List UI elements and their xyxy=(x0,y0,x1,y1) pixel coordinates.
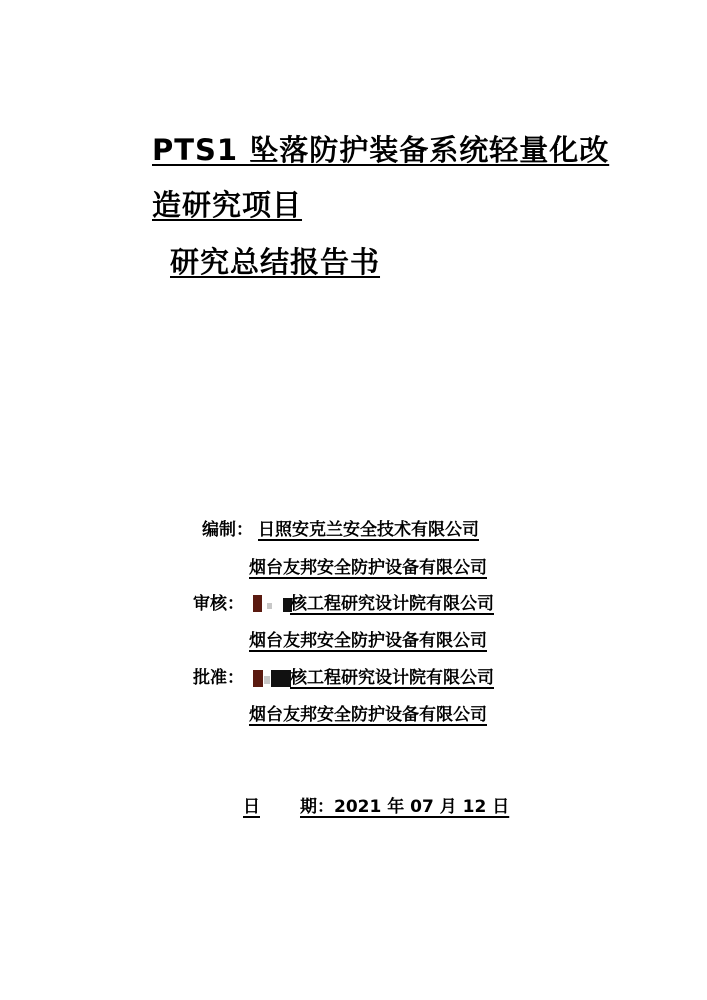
report-subtitle: 研究总结报告书 xyxy=(170,245,381,279)
review-org-1: 核工程研究设计院有限公司 xyxy=(290,594,494,614)
redaction-block xyxy=(267,603,272,609)
report-title-line-2: 造研究项目 xyxy=(152,188,303,222)
compile-label: 编制： xyxy=(202,520,253,540)
compile-org-2: 烟台友邦安全防护设备有限公司 xyxy=(249,558,487,578)
date-value: 2021 年 07 月 12 日 xyxy=(334,797,510,817)
redaction-block xyxy=(264,676,270,684)
report-title-line-1: PTS1 坠落防护装备系统轻量化改 xyxy=(152,133,610,167)
redaction-block xyxy=(253,595,262,612)
date-label-part-2: 期： xyxy=(300,797,334,817)
approve-org-1: 核工程研究设计院有限公司 xyxy=(290,668,494,688)
approve-org-2: 烟台友邦安全防护设备有限公司 xyxy=(249,705,487,725)
date-row xyxy=(243,799,509,816)
approve-label: 批准： xyxy=(193,668,244,688)
date-label-part-1: 日 xyxy=(243,797,260,817)
compile-org-1: 日照安克兰安全技术有限公司 xyxy=(258,520,479,540)
redaction-block xyxy=(253,670,263,687)
review-org-2: 烟台友邦安全防护设备有限公司 xyxy=(249,631,487,651)
redaction-block xyxy=(271,670,291,687)
review-label: 审核： xyxy=(193,594,244,614)
